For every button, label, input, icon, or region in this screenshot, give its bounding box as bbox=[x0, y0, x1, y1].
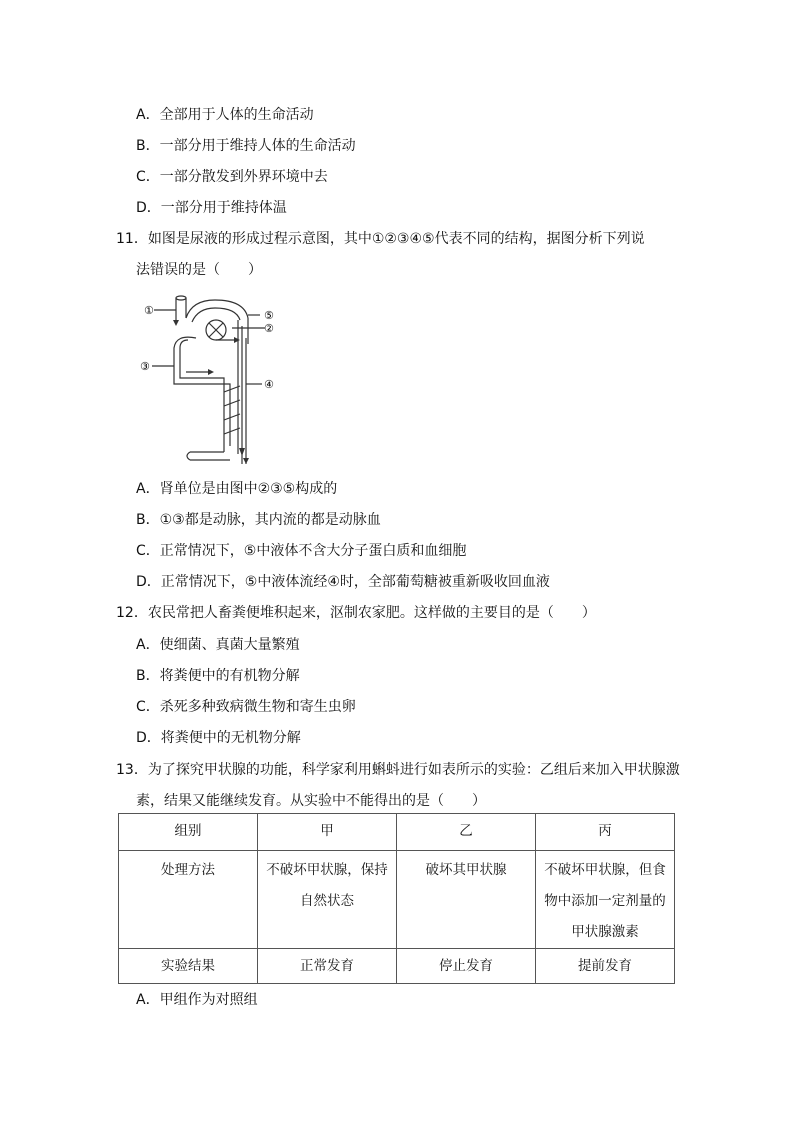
method-jia: 不破坏甲状腺，保持自然状态 bbox=[258, 851, 397, 949]
result-jia: 正常发育 bbox=[258, 949, 397, 984]
q11-option-a: A．肾单位是由图中②③⑤构成的 bbox=[136, 481, 338, 497]
q10-option-a: A．全部用于人体的生命活动 bbox=[136, 107, 314, 123]
q13-option-a: A．甲组作为对照组 bbox=[136, 992, 258, 1008]
q11-stem-line1: 11．如图是尿液的形成过程示意图，其中①②③④⑤代表不同的结构，据图分析下列说 bbox=[116, 231, 645, 247]
diagram-label-1: ① bbox=[144, 304, 154, 317]
result-label: 实验结果 bbox=[119, 949, 258, 984]
q12-option-d: D．将粪便中的无机物分解 bbox=[136, 730, 301, 746]
q13-stem-line1: 13．为了探究甲状腺的功能，科学家利用蝌蚪进行如表所示的实验：乙组后来加入甲状腺激 bbox=[116, 762, 680, 778]
method-label: 处理方法 bbox=[119, 851, 258, 949]
q11-option-d: D．正常情况下，⑤中液体流经④时，全部葡萄糖被重新吸收回血液 bbox=[136, 574, 550, 590]
method-yi: 破坏其甲状腺 bbox=[397, 851, 536, 949]
urine-formation-diagram bbox=[140, 288, 290, 464]
q12-option-b: B．将粪便中的有机物分解 bbox=[136, 668, 300, 684]
q10-option-d: D．一部分用于维持体温 bbox=[136, 200, 287, 216]
diagram-label-2: ② bbox=[264, 322, 274, 335]
q12-option-a: A．使细菌、真菌大量繁殖 bbox=[136, 637, 300, 653]
method-bing: 不破坏甲状腺，但食物中添加一定剂量的甲状腺激素 bbox=[536, 851, 675, 949]
result-bing: 提前发育 bbox=[536, 949, 675, 984]
q12-option-c: C．杀死多种致病微生物和寄生虫卵 bbox=[136, 699, 356, 715]
table-row-method bbox=[119, 851, 675, 949]
header-jia: 甲 bbox=[258, 814, 397, 851]
header-group: 组别 bbox=[119, 814, 258, 851]
diagram-label-3: ③ bbox=[140, 360, 150, 373]
diagram-label-4: ④ bbox=[264, 378, 274, 391]
table-header-row bbox=[119, 814, 675, 851]
diagram-label-5: ⑤ bbox=[264, 309, 274, 322]
result-yi: 停止发育 bbox=[397, 949, 536, 984]
header-yi: 乙 bbox=[397, 814, 536, 851]
header-bing: 丙 bbox=[536, 814, 675, 851]
q11-stem-line2: 法错误的是（ ） bbox=[136, 262, 262, 278]
q12-stem: 12．农民常把人畜粪便堆积起来，沤制农家肥。这样做的主要目的是（ ） bbox=[116, 605, 596, 621]
q13-stem-line2: 素，结果又能继续发育。从实验中不能得出的是（ ） bbox=[136, 793, 486, 809]
q10-option-b: B．一部分用于维持人体的生命活动 bbox=[136, 138, 356, 154]
q11-option-b: B．①③都是动脉，其内流的都是动脉血 bbox=[136, 512, 381, 528]
q10-option-c: C．一部分散发到外界环境中去 bbox=[136, 169, 328, 185]
experiment-table bbox=[118, 813, 675, 984]
q11-option-c: C．正常情况下，⑤中液体不含大分子蛋白质和血细胞 bbox=[136, 543, 467, 559]
table-row-result bbox=[119, 949, 675, 984]
